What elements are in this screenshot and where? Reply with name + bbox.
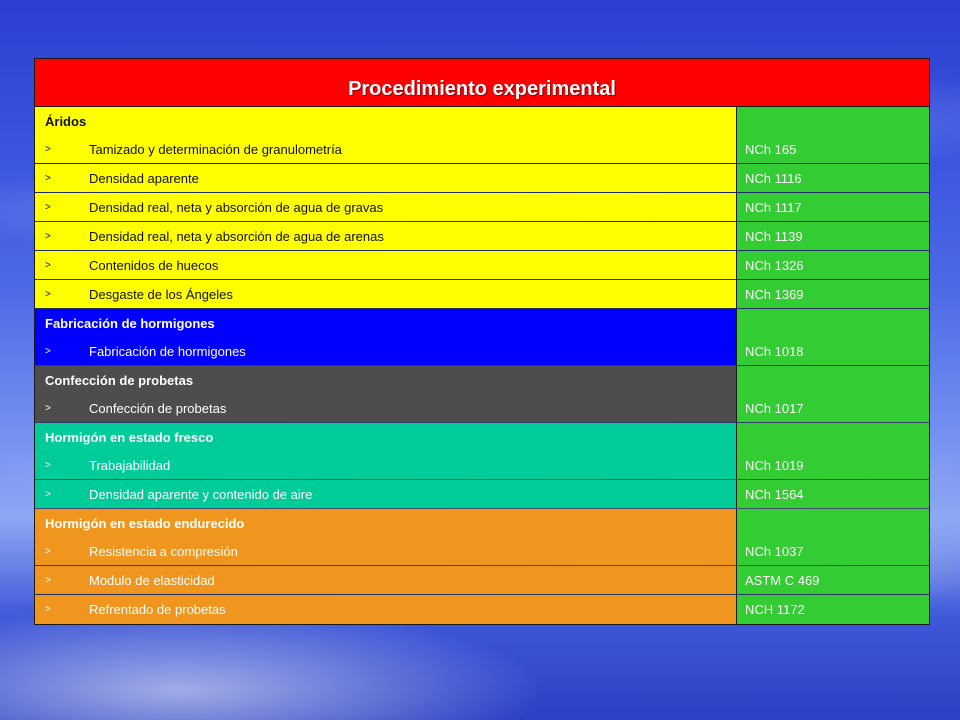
procedure-label: Contenidos de huecos bbox=[89, 257, 219, 273]
standard-cell: NCh 1017 bbox=[737, 394, 929, 422]
standard-cell-empty bbox=[737, 107, 929, 135]
procedure-cell bbox=[35, 164, 737, 192]
table-row bbox=[35, 193, 929, 222]
section-header-label: Hormigón en estado fresco bbox=[35, 423, 737, 451]
table-row bbox=[35, 595, 929, 624]
standard-cell-empty bbox=[737, 366, 929, 394]
standard-cell: NCh 165 bbox=[737, 135, 929, 163]
standard-cell: NCh 1326 bbox=[737, 251, 929, 279]
procedure-cell bbox=[35, 193, 737, 221]
procedure-label: Densidad real, neta y absorción de agua de gravas bbox=[89, 199, 384, 215]
table-row bbox=[35, 566, 929, 595]
arrow-bullet-icon: > bbox=[45, 288, 51, 300]
procedure-label: Modulo de elasticidad bbox=[89, 572, 215, 588]
table-row bbox=[35, 451, 929, 480]
table-row bbox=[35, 337, 929, 366]
section-header-fresco bbox=[35, 423, 929, 451]
standard-cell: NCh 1139 bbox=[737, 222, 929, 250]
standard-cell: NCh 1037 bbox=[737, 537, 929, 565]
standard-cell: NCh 1018 bbox=[737, 337, 929, 365]
table-row bbox=[35, 537, 929, 566]
arrow-bullet-icon: > bbox=[45, 574, 51, 586]
procedure-label: Fabricación de hormigones bbox=[89, 343, 246, 359]
arrow-bullet-icon: > bbox=[45, 259, 51, 271]
procedure-label: Densidad aparente y contenido de aire bbox=[89, 486, 313, 502]
table-title: Procedimiento experimental bbox=[35, 59, 929, 107]
section-header-aridos bbox=[35, 107, 929, 135]
procedure-cell bbox=[35, 251, 737, 279]
standard-cell: NCh 1116 bbox=[737, 164, 929, 192]
procedure-cell bbox=[35, 280, 737, 308]
procedure-label: Desgaste de los Ángeles bbox=[89, 286, 233, 302]
table-row bbox=[35, 480, 929, 509]
arrow-bullet-icon: > bbox=[45, 402, 51, 414]
standard-cell: NCh 1564 bbox=[737, 480, 929, 508]
section-header-label: Confección de probetas bbox=[35, 366, 737, 394]
arrow-bullet-icon: > bbox=[45, 488, 51, 500]
section-header-label: Hormigón en estado endurecido bbox=[35, 509, 737, 537]
standard-cell: NCh 1019 bbox=[737, 451, 929, 479]
procedure-cell bbox=[35, 394, 737, 422]
section-header-label: Áridos bbox=[35, 107, 737, 135]
procedures-table bbox=[34, 58, 930, 625]
section-header-confeccion bbox=[35, 366, 929, 394]
standard-cell-empty bbox=[737, 423, 929, 451]
procedure-label: Resistencia a compresión bbox=[89, 543, 238, 559]
procedure-label: Densidad real, neta y absorción de agua de arenas bbox=[89, 228, 384, 244]
standard-cell: NCH 1172 bbox=[737, 595, 929, 624]
procedure-label: Confección de probetas bbox=[89, 400, 227, 416]
table-row bbox=[35, 251, 929, 280]
arrow-bullet-icon: > bbox=[45, 172, 51, 184]
arrow-bullet-icon: > bbox=[45, 545, 51, 557]
procedure-cell bbox=[35, 135, 737, 163]
procedure-label: Tamizado y determinación de granulometría bbox=[89, 141, 342, 157]
procedure-cell bbox=[35, 222, 737, 250]
standard-cell-empty bbox=[737, 309, 929, 337]
table-row bbox=[35, 394, 929, 423]
arrow-bullet-icon: > bbox=[45, 345, 51, 357]
procedure-cell bbox=[35, 337, 737, 365]
table-row bbox=[35, 222, 929, 251]
standard-cell: NCh 1369 bbox=[737, 280, 929, 308]
procedure-label: Trabajabilidad bbox=[89, 457, 171, 473]
arrow-bullet-icon: > bbox=[45, 604, 51, 615]
procedure-cell bbox=[35, 480, 737, 508]
section-header-label: Fabricación de hormigones bbox=[35, 309, 737, 337]
standard-cell: ASTM C 469 bbox=[737, 566, 929, 594]
procedure-label: Densidad aparente bbox=[89, 170, 199, 186]
arrow-bullet-icon: > bbox=[45, 230, 51, 242]
table-row bbox=[35, 164, 929, 193]
procedure-cell bbox=[35, 595, 737, 624]
procedure-cell bbox=[35, 537, 737, 565]
table-row bbox=[35, 135, 929, 164]
arrow-bullet-icon: > bbox=[45, 459, 51, 471]
section-header-fabricacion bbox=[35, 309, 929, 337]
procedure-cell bbox=[35, 451, 737, 479]
table-row bbox=[35, 280, 929, 309]
section-header-endurecido bbox=[35, 509, 929, 537]
procedure-label: Refrentado de probetas bbox=[89, 602, 226, 617]
procedure-cell bbox=[35, 566, 737, 594]
standard-cell-empty bbox=[737, 509, 929, 537]
arrow-bullet-icon: > bbox=[45, 143, 51, 155]
standard-cell: NCh 1117 bbox=[737, 193, 929, 221]
arrow-bullet-icon: > bbox=[45, 201, 51, 213]
